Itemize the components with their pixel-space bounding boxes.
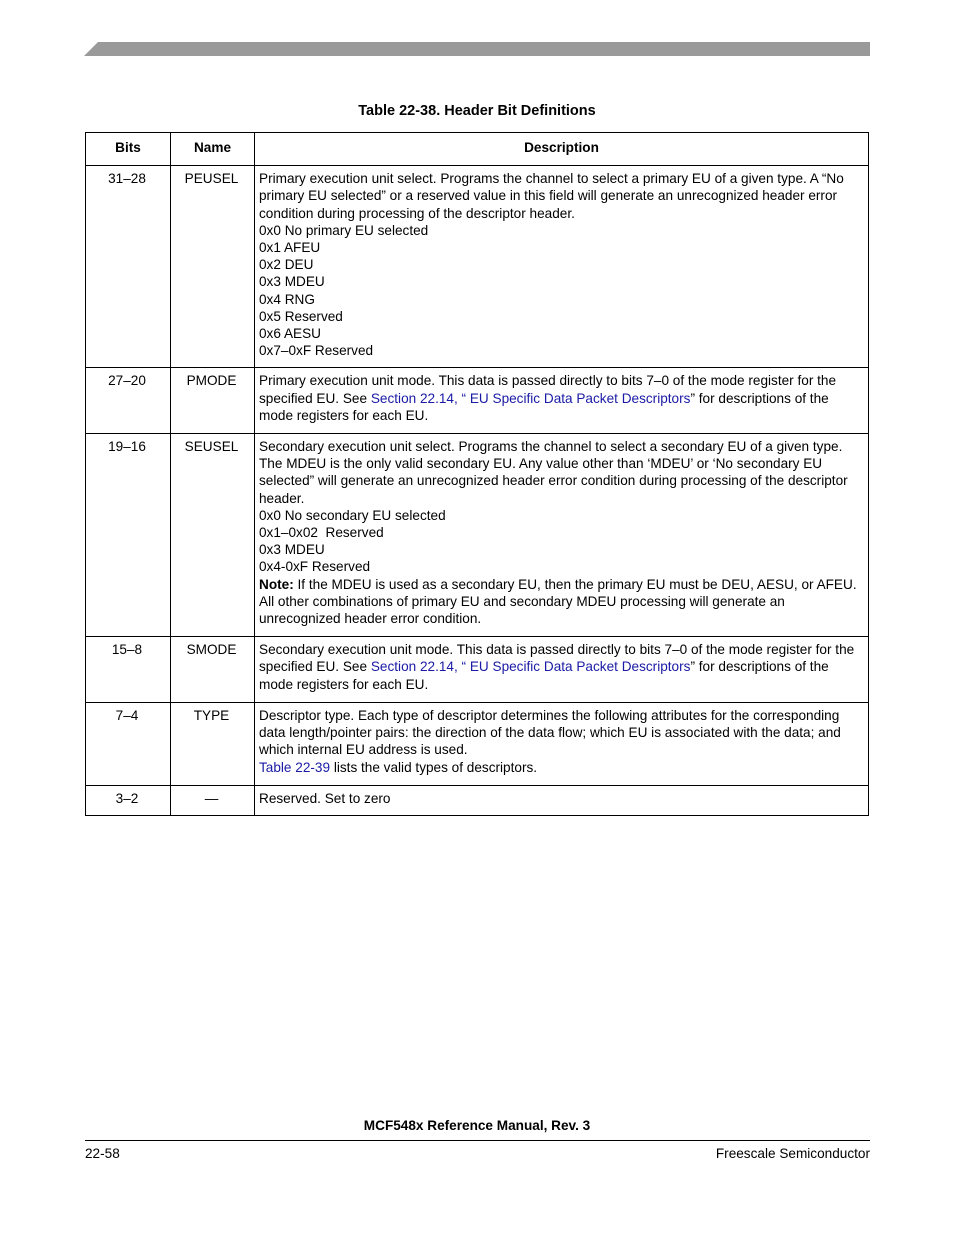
name-cell: PEUSEL [171, 166, 255, 368]
column-header-bits: Bits [86, 133, 171, 166]
bits-cell: 31–28 [86, 166, 171, 368]
footer-title: MCF548x Reference Manual, Rev. 3 [363, 1118, 591, 1133]
value-entry: 0x0 No primary EU selected [259, 222, 429, 238]
section-link[interactable]: Section 22.14, “ EU Specific Data Packet Descriptors [370, 659, 691, 675]
description-cell: Reserved. Set to zero [255, 785, 869, 815]
table-row [86, 166, 869, 368]
header-bit-definitions-table [85, 132, 869, 816]
value-entry: 0x3 MDEU [259, 274, 325, 290]
table-caption: Table 22-38. Header Bit Definitions [358, 103, 596, 119]
description-text: Primary execution unit select. Programs the channel to select a primary EU of a given type. A “No primary EU selected” or a reserved value in this field will generate an unrecognized header error condition during processing of the descriptor header. [259, 171, 844, 221]
name-cell: SEUSEL [171, 434, 255, 637]
description-cell [255, 434, 869, 637]
bits-cell: 19–16 [86, 434, 171, 637]
name-cell: PMODE [171, 368, 255, 434]
description-text: Primary execution unit mode. This data is passed directly to bits 7–0 of the mode register for the specified EU. See [259, 373, 837, 406]
footer-divider [85, 1140, 870, 1141]
value-entry: 0x5 Reserved [259, 308, 343, 324]
page-number: 22-58 [85, 1146, 120, 1161]
name-cell: — [171, 785, 255, 815]
description-cell [255, 702, 869, 785]
table-link[interactable]: Table 22-39 [259, 759, 331, 775]
description-text: Descriptor type. Each type of descriptor determines the following attributes for the corresponding data length/pointer pairs: the direction of the data flow; which EU is associated with the data; and which internal EU address is used. [259, 707, 841, 758]
bits-cell: 15–8 [86, 637, 171, 703]
table-row [86, 637, 869, 703]
description-text: Secondary execution unit mode. This data is passed directly to bits 7–0 of the mode register for the specified EU. See [259, 642, 855, 675]
note [259, 576, 862, 628]
table-row [86, 702, 869, 785]
column-header-name: Name [171, 133, 255, 166]
value-entry: 0x0 No secondary EU selected [259, 507, 446, 523]
note-label: Note: [259, 576, 294, 592]
bits-cell: 27–20 [86, 368, 171, 434]
value-entry: 0x6 AESU [259, 326, 321, 342]
value-entry: 0x1 AFEU [259, 240, 321, 256]
description-text: Secondary execution unit select. Programs the channel to select a secondary EU of a given type. The MDEU is the only valid secondary EU. Any value other than ‘MDEU’ or ‘No secondary EU selected” will generate an unrecognized header error condition during processing of the descriptor header. [259, 439, 848, 506]
description-cell [255, 637, 869, 703]
value-entry: 0x3 MDEU [259, 542, 325, 558]
value-entry: 0x2 DEU [259, 257, 314, 273]
bits-cell: 3–2 [86, 785, 171, 815]
bits-cell: 7–4 [86, 702, 171, 785]
value-entry: 0x4-0xF Reserved [259, 559, 371, 575]
description-text: ” for descriptions of the mode registers for each EU. [259, 659, 829, 692]
table-row [86, 434, 869, 637]
column-header-description: Description [255, 133, 869, 166]
value-entry: 0x1–0x02 Reserved [259, 525, 384, 541]
description-cell [255, 166, 869, 368]
value-entry: 0x7–0xF Reserved [259, 343, 374, 359]
company-name: Freescale Semiconductor [715, 1146, 870, 1161]
name-cell: TYPE [171, 702, 255, 785]
table-row [86, 368, 869, 434]
section-link[interactable]: Section 22.14, “ EU Specific Data Packet Descriptors [370, 390, 691, 406]
table-row [86, 785, 869, 815]
description-text: lists the valid types of descriptors. [330, 759, 538, 775]
description-text: ” for descriptions of the mode registers for each EU. [259, 390, 829, 423]
value-entry: 0x4 RNG [259, 291, 315, 307]
table-header-row [86, 133, 869, 166]
name-cell: SMODE [171, 637, 255, 703]
description-cell [255, 368, 869, 434]
description-text [259, 759, 862, 776]
header-bar [84, 42, 870, 56]
note-text: If the MDEU is used as a secondary EU, then the primary EU must be DEU, AESU, or AFEU. All other combinations of primary EU and secondary MDEU processing will generate an unrecognized header error condition. [259, 576, 860, 627]
